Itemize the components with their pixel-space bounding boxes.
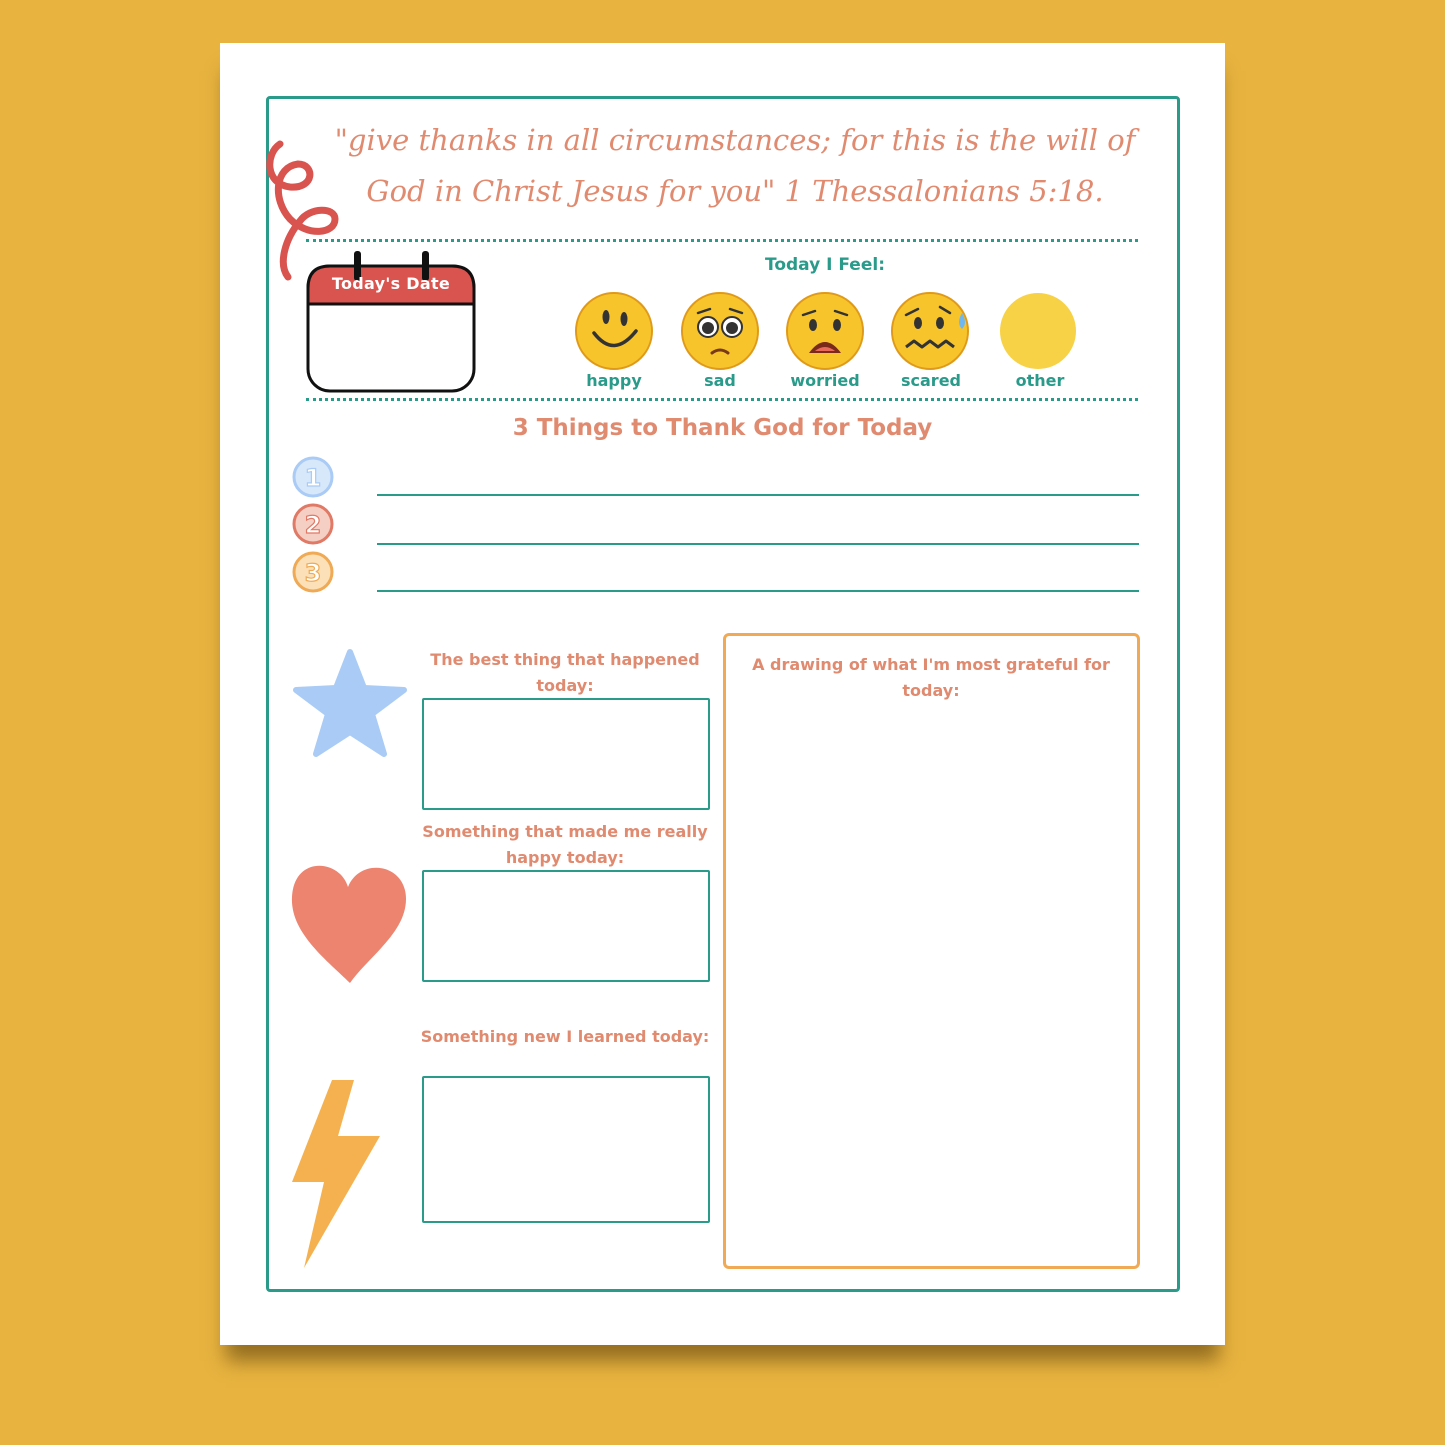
dotted-divider-bottom: [306, 398, 1138, 401]
thanks-line-1[interactable]: [377, 494, 1139, 496]
thanks-line-3[interactable]: [377, 590, 1139, 592]
thanks-title: 3 Things to Thank God for Today: [512, 415, 933, 441]
learned-thing-box[interactable]: [422, 1076, 710, 1223]
number-one-icon: [292, 456, 334, 498]
worried-emoji-icon[interactable]: [785, 291, 865, 371]
best-thing-prompt: The best thing that happened today:: [430, 650, 700, 695]
drawing-box[interactable]: [723, 633, 1140, 1269]
blank-emoji-icon[interactable]: [998, 291, 1078, 371]
dotted-divider-top: [306, 239, 1138, 242]
happy-emoji-icon[interactable]: [574, 291, 654, 371]
number-two-text: 2: [304, 511, 322, 539]
calendar-icon: [306, 246, 478, 396]
feeling-label-other: other: [1015, 371, 1065, 390]
number-two-icon: [292, 503, 334, 545]
happy-thing-box[interactable]: [422, 870, 710, 982]
number-three-icon: [292, 551, 334, 593]
feeling-label-worried: worried: [790, 371, 860, 390]
number-one-text: 1: [304, 464, 322, 492]
quote-line-2: God in Christ Jesus for you" 1 Thessalonians 5:18.: [366, 174, 1104, 208]
feelings-title: Today I Feel:: [765, 255, 885, 275]
heart-icon: [288, 853, 410, 985]
lightning-bolt-icon: [290, 1078, 382, 1270]
best-thing-box[interactable]: [422, 698, 710, 810]
journal-page: [220, 43, 1225, 1345]
bible-quote: [320, 115, 1150, 217]
sad-emoji-icon[interactable]: [680, 291, 760, 371]
learned-thing-prompt: Something new I learned today:: [420, 1027, 710, 1046]
feeling-label-scared: scared: [901, 371, 961, 390]
thanks-line-2[interactable]: [377, 543, 1139, 545]
quote-line-1: "give thanks in all circumstances; for this is the will of: [334, 123, 1136, 157]
drawing-prompt: A drawing of what I'm most grateful for today:: [752, 655, 1110, 700]
number-three-text: 3: [304, 559, 322, 587]
star-icon: [292, 648, 408, 760]
feeling-label-sad: sad: [704, 371, 736, 390]
scared-emoji-icon[interactable]: [890, 291, 970, 371]
happy-thing-prompt: Something that made me really happy today:: [422, 822, 708, 867]
date-card[interactable]: [306, 246, 478, 396]
feeling-label-happy: happy: [586, 371, 642, 390]
date-label: Today's Date: [331, 274, 451, 293]
